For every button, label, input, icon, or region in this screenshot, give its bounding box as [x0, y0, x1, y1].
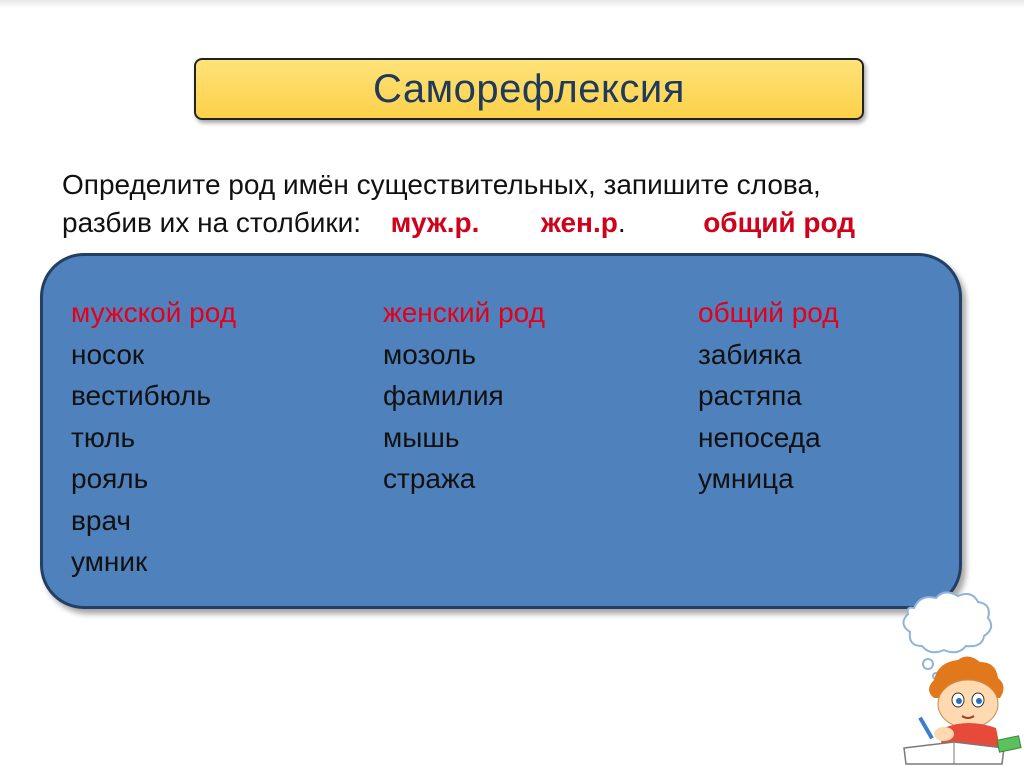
thinking-boy-illustration — [884, 588, 1024, 767]
page-title: Саморефлексия — [373, 66, 685, 111]
task-instruction — [62, 166, 1002, 242]
list-item: умница — [698, 463, 794, 494]
list-item: умник — [71, 546, 148, 577]
list-item: стража — [383, 463, 476, 494]
column-feminine — [383, 292, 545, 500]
tag-feminine: жен.р — [540, 207, 618, 238]
column-heading-feminine: женский род — [383, 297, 545, 328]
list-item: рояль — [71, 463, 149, 494]
list-item: вестибюль — [71, 380, 211, 411]
list-item: забияка — [698, 338, 802, 370]
instruction-line-1: Определите род имён существительных, запишите слова, — [62, 169, 821, 200]
column-masculine — [71, 292, 236, 583]
list-item: тюль — [71, 421, 136, 453]
slide-top-edge — [0, 0, 1024, 8]
list-item: фамилия — [383, 380, 504, 411]
column-heading-common: общий род — [698, 297, 839, 328]
column-common — [698, 292, 839, 500]
answer-panel — [40, 253, 962, 609]
tag-masculine: муж.р. — [390, 207, 480, 238]
list-item: растяпа — [698, 380, 802, 411]
title-banner — [194, 58, 864, 120]
list-item: носок — [71, 338, 145, 370]
list-item: мозоль — [383, 338, 476, 370]
list-item: врач — [71, 504, 131, 536]
tag-feminine-dot: . — [617, 207, 626, 238]
column-heading-masculine: мужской род — [71, 297, 237, 328]
list-item: мышь — [383, 421, 460, 453]
list-item: непоседа — [698, 421, 821, 453]
tag-common: общий род — [703, 207, 856, 238]
instruction-line-2-prefix: разбив их на столбики: — [62, 207, 362, 238]
